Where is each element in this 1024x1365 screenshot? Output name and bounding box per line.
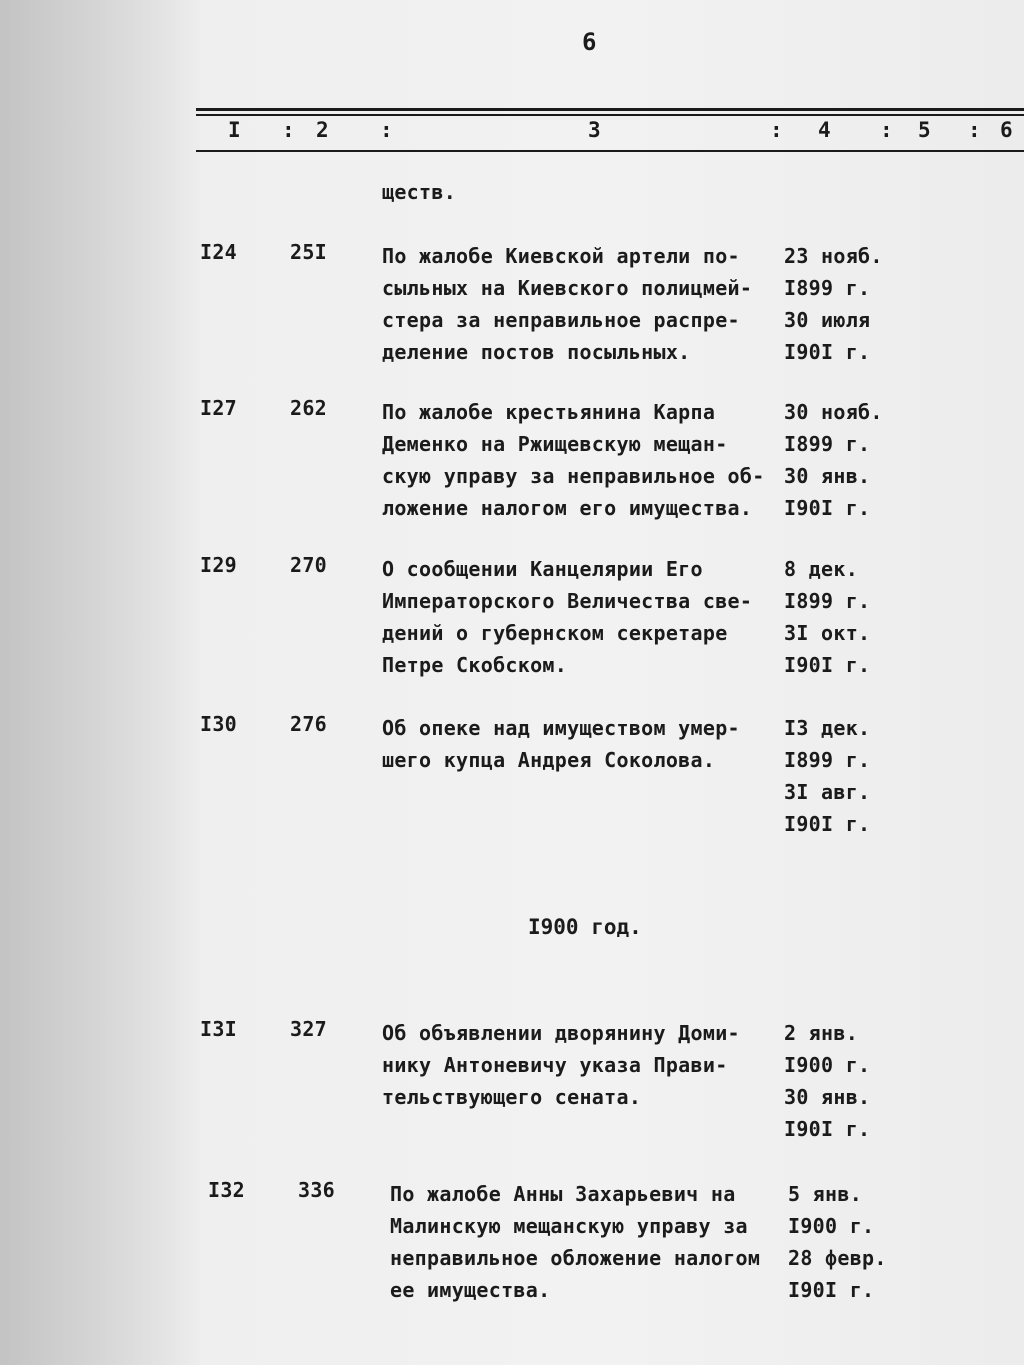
title-line: ее имущества. — [390, 1278, 551, 1302]
date-line: I899 г. — [784, 589, 871, 613]
header-top-rule-2 — [196, 114, 1024, 116]
date-line: 3I авг. — [784, 780, 871, 804]
date-line: I90I г. — [784, 653, 871, 677]
entry-dates — [788, 1178, 918, 1306]
continuation-text: ществ. — [382, 180, 457, 204]
date-line: 2 янв. — [784, 1021, 859, 1045]
title-line: ложение налогом его имущества. — [382, 496, 753, 520]
date-line: I899 г. — [784, 276, 871, 300]
date-line: 30 янв. — [784, 464, 871, 488]
date-line: 30 нояб. — [784, 400, 883, 424]
title-line: стера за неправильное распре- — [382, 308, 740, 332]
header-bottom-rule — [196, 150, 1024, 152]
date-line: 8 дек. — [784, 557, 859, 581]
date-line: 23 нояб. — [784, 244, 883, 268]
date-line: I90I г. — [784, 340, 871, 364]
column-separator: : — [770, 118, 783, 142]
entry-code: 270 — [290, 553, 328, 577]
entry-code: 327 — [290, 1017, 328, 1041]
entry-title — [382, 553, 782, 681]
entry-number: I24 — [200, 240, 238, 264]
facing-page-shadow — [0, 0, 200, 1365]
title-line: По жалобе Киевской артели по- — [382, 244, 740, 268]
date-line: I899 г. — [784, 432, 871, 456]
title-line: Петре Скобском. — [382, 653, 568, 677]
entry-code: 276 — [290, 712, 328, 736]
column-separator: : — [282, 118, 295, 142]
page-number: 6 — [582, 28, 597, 56]
entry-title — [382, 396, 782, 524]
entry-number: I32 — [208, 1178, 246, 1202]
column-5-header: 5 — [918, 118, 931, 142]
entry-title — [382, 240, 782, 368]
entry-title — [382, 712, 782, 776]
date-line: I900 г. — [788, 1214, 875, 1238]
date-line: 30 июля — [784, 308, 871, 332]
column-1-header: I — [228, 118, 241, 142]
column-3-header: 3 — [588, 118, 601, 142]
date-line: I90I г. — [784, 812, 871, 836]
title-line: О сообщении Канцелярии Его — [382, 557, 703, 581]
title-line: дений о губернском секретаре — [382, 621, 728, 645]
column-separator: : — [968, 118, 981, 142]
entry-dates — [784, 1017, 914, 1145]
entry-number: I27 — [200, 396, 238, 420]
column-separator: : — [380, 118, 393, 142]
entry-dates — [784, 396, 914, 524]
title-line: По жалобе Анны Захарьевич на — [390, 1182, 736, 1206]
column-2-header: 2 — [316, 118, 329, 142]
title-line: По жалобе крестьянина Карпа — [382, 400, 716, 424]
title-line: Об опеке над имуществом умер- — [382, 716, 740, 740]
date-line: 28 февр. — [788, 1246, 887, 1270]
entry-code: 262 — [290, 396, 328, 420]
title-line: Малинскую мещанскую управу за — [390, 1214, 748, 1238]
column-4-header: 4 — [818, 118, 831, 142]
date-line: I3 дек. — [784, 716, 871, 740]
date-line: 3I окт. — [784, 621, 871, 645]
title-line: шего купца Андрея Соколова. — [382, 748, 716, 772]
date-line: I899 г. — [784, 748, 871, 772]
entry-number: I30 — [200, 712, 238, 736]
entry-code: 25I — [290, 240, 328, 264]
year-heading: I900 год. — [528, 915, 642, 939]
title-line: скую управу за неправильное об- — [382, 464, 765, 488]
entry-number: I3I — [200, 1017, 238, 1041]
date-line: 5 янв. — [788, 1182, 863, 1206]
date-line: 30 янв. — [784, 1085, 871, 1109]
date-line: I90I г. — [788, 1278, 875, 1302]
entry-dates — [784, 712, 914, 840]
column-header-row — [0, 118, 1024, 148]
header-top-rule — [196, 108, 1024, 111]
column-separator: : — [880, 118, 893, 142]
column-6-header: 6 — [1000, 118, 1013, 142]
title-line: неправильное обложение налогом — [390, 1246, 761, 1270]
title-line: Деменко на Ржищевскую мещан- — [382, 432, 728, 456]
date-line: I90I г. — [784, 1117, 871, 1141]
title-line: Об объявлении дворянину Доми- — [382, 1021, 740, 1045]
entry-code: 336 — [298, 1178, 336, 1202]
entry-dates — [784, 240, 914, 368]
title-line: деление постов посыльных. — [382, 340, 691, 364]
entry-title — [382, 1017, 782, 1113]
entry-number: I29 — [200, 553, 238, 577]
date-line: I900 г. — [784, 1053, 871, 1077]
date-line: I90I г. — [784, 496, 871, 520]
title-line: Императорского Величества све- — [382, 589, 753, 613]
entry-title — [390, 1178, 790, 1306]
title-line: тельствующего сената. — [382, 1085, 642, 1109]
title-line: нику Антоневичу указа Прави- — [382, 1053, 728, 1077]
title-line: сыльных на Киевского полицмей- — [382, 276, 753, 300]
entry-dates — [784, 553, 914, 681]
